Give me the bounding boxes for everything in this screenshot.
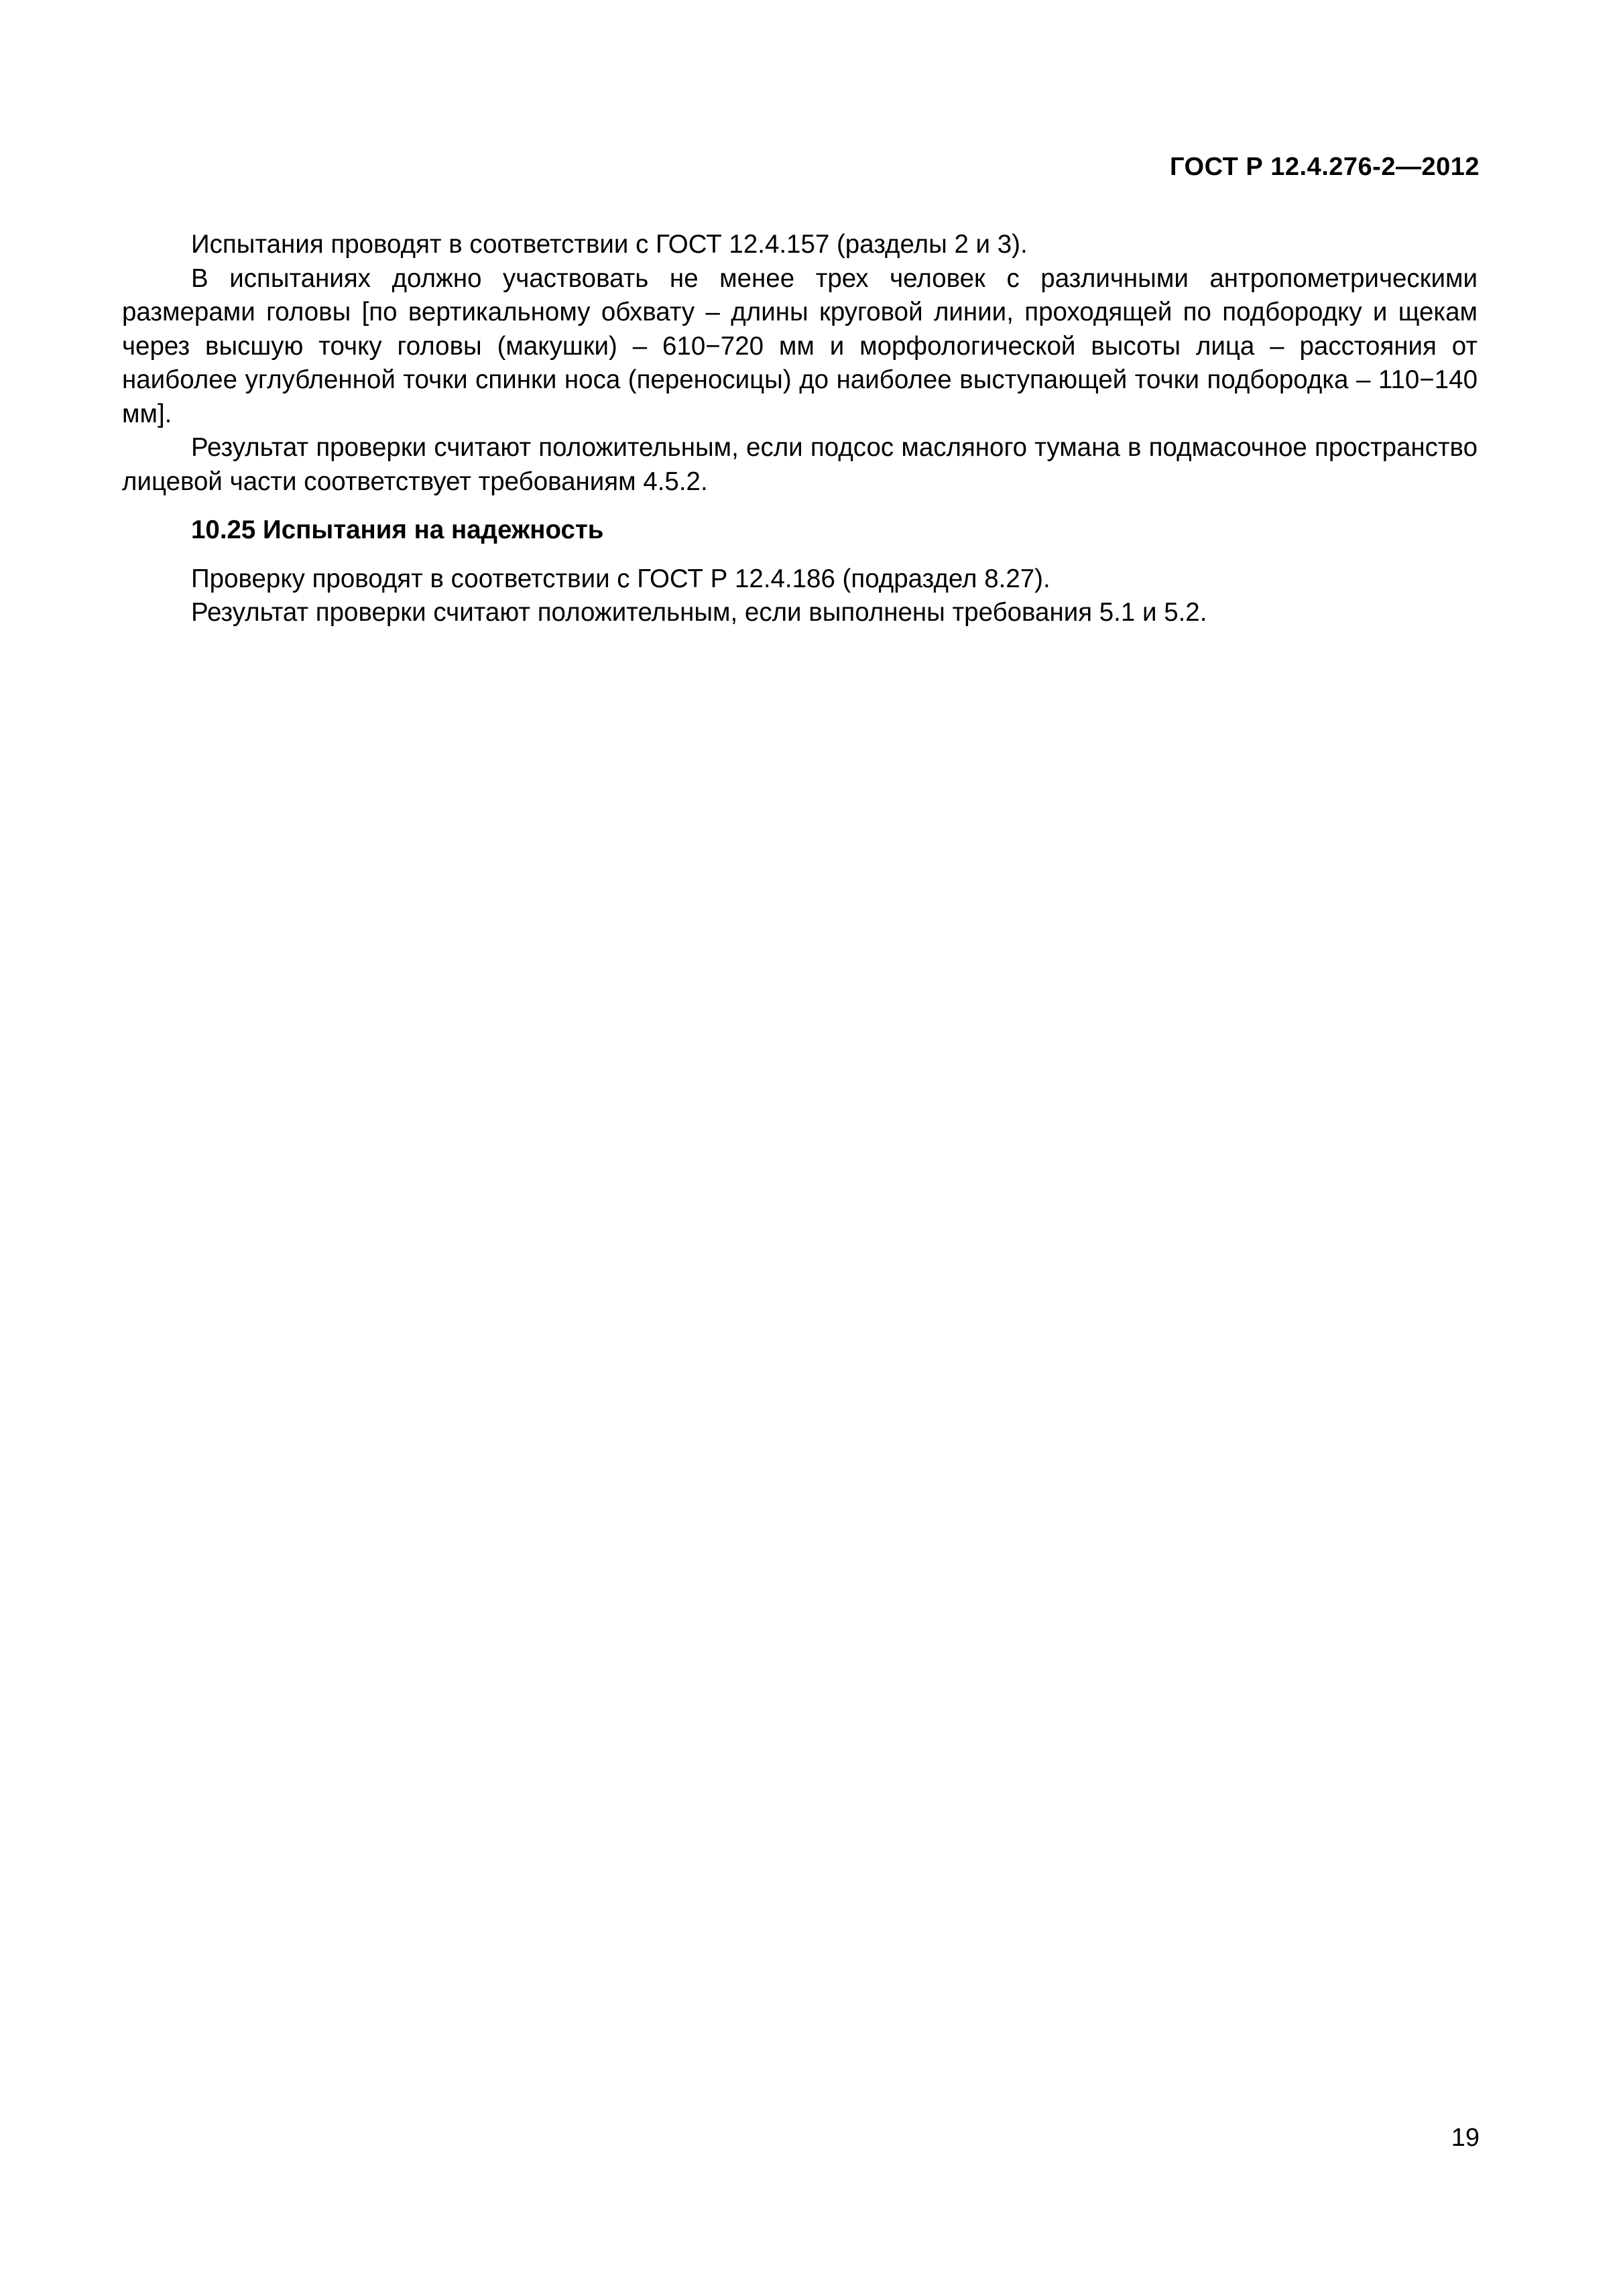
paragraph-test-result-oil-mist: Результат проверки считают положительным, если подсос масляного тумана в подмасочное пространство лицевой части соответствует требованиям 4.5.2. <box>122 433 1478 496</box>
document-body <box>122 228 1478 630</box>
standard-code-header: ГОСТ Р 12.4.276-2—2012 <box>1169 153 1480 181</box>
page-number: 19 <box>1451 2124 1480 2152</box>
section-heading-reliability: 10.25 Испытания на надежность <box>191 516 604 544</box>
paragraph-test-participants: В испытаниях должно участвовать не менее трех человек с различными антропометрическими размерами головы [по вертикальному обхвату – длины круговой линии, проходящей по подбородку и щекам через высшую точку головы (макушки) – 610−720 мм и морфологической высоты лица – расстояния от наиболее углубленной точки спинки носа (переносицы) до наиболее выступающей точки подбородка – 110−140 мм]. <box>122 263 1478 428</box>
paragraph-reliability-result: Результат проверки считают положительным, если выполнены требования 5.1 и 5.2. <box>191 598 1207 627</box>
paragraph-reliability-reference: Проверку проводят в соответствии с ГОСТ Р 12.4.186 (подраздел 8.27). <box>191 564 1050 593</box>
paragraph-test-reference: Испытания проводят в соответствии с ГОСТ 12.4.157 (разделы 2 и 3). <box>191 230 1028 259</box>
